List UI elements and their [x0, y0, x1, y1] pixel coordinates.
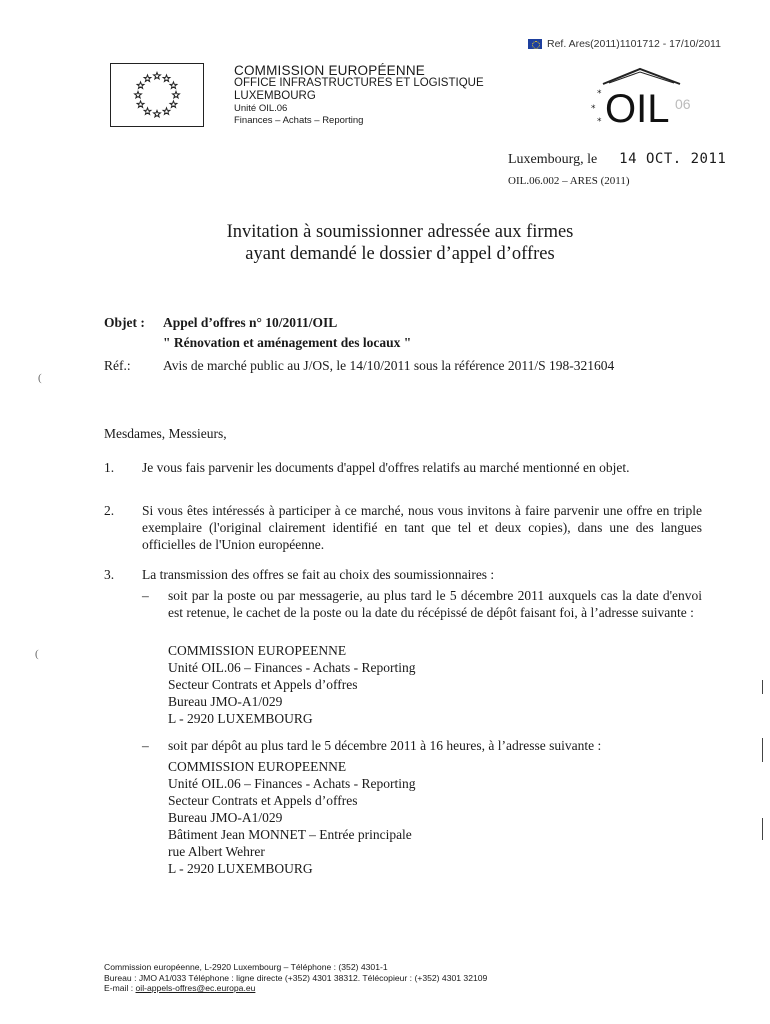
address-line: Bureau JMO-A1/029	[168, 810, 283, 825]
ref-label: Réf.:	[104, 358, 131, 373]
address-line: L - 2920 LUXEMBOURG	[168, 711, 313, 726]
header-department: Finances – Achats – Reporting	[234, 115, 364, 126]
eu-star-icon	[144, 108, 151, 115]
svg-text:*: *	[591, 104, 596, 114]
address-line: COMMISSION EUROPEENNE	[168, 643, 347, 658]
address-line: Bâtiment Jean MONNET – Entrée principale	[168, 827, 412, 842]
title-line-2: ayant demandé le dossier d’appel d’offres	[245, 244, 555, 264]
oil-logo-text: OIL	[605, 87, 670, 128]
footer-email-link[interactable]: oil-appels-offres@ec.europa.eu	[135, 983, 256, 993]
footer-email-line	[104, 983, 487, 994]
eu-star-icon	[163, 75, 170, 82]
header-city: LUXEMBOURG	[234, 90, 316, 102]
address-line: COMMISSION EUROPEENNE	[168, 759, 347, 774]
scan-mark	[762, 818, 763, 840]
option-dash: –	[142, 738, 149, 753]
oil-logo	[585, 66, 710, 128]
date-stamp: 14 OCT. 2011	[619, 151, 727, 167]
date-line	[508, 151, 726, 168]
eu-emblem-logo	[110, 63, 204, 127]
ares-reference	[528, 38, 721, 50]
option-dash: –	[142, 588, 149, 603]
objet-value: Appel d’offres n° 10/2011/OIL	[163, 315, 338, 330]
svg-text:*: *	[597, 89, 602, 99]
address-block	[168, 642, 415, 727]
address-line: L - 2920 LUXEMBOURG	[168, 861, 313, 876]
footer-address: Commission européenne, L-2920 Luxembourg – Téléphone : (352) 4301-1	[104, 962, 388, 972]
address-block	[168, 758, 415, 877]
eu-star-icon	[163, 108, 170, 115]
internal-reference: OIL.06.002 – ARES (2011)	[508, 175, 630, 187]
option-text: soit par la poste ou par messagerie, au plus tard le 5 décembre 2011 auxquels cas la date d'envoi est retenue, le cachet de la poste ou la date du récépissé de dépôt faisant foi, à l’adresse suivante :	[168, 588, 702, 620]
objet-subtitle: " Rénovation et aménagement des locaux "	[163, 335, 412, 350]
ref-value: Avis de marché public au J/OS, le 14/10/2011 sous la référence 2011/S 198-321604	[163, 358, 615, 373]
margin-mark: (	[35, 648, 39, 660]
item-number: 3.	[104, 567, 115, 582]
header-office: OFFICE INFRASTRUCTURES ET LOGISTIQUE	[234, 77, 484, 89]
footer	[104, 962, 487, 994]
date-place: Luxembourg, le	[508, 152, 598, 167]
eu-star-icon	[154, 110, 161, 117]
item-text: Je vous fais parvenir les documents d'appel d'offres relatifs au marché mentionné en objet.	[142, 460, 630, 475]
document-title	[0, 221, 770, 265]
eu-star-icon	[135, 91, 142, 98]
eu-flag-icon	[528, 39, 542, 49]
eu-stars-icon	[111, 64, 203, 126]
margin-mark: (	[38, 372, 42, 384]
address-line: Unité OIL.06 – Finances - Achats - Reporting	[168, 660, 416, 675]
item-number: 1.	[104, 460, 115, 475]
header-unit: Unité OIL.06	[234, 103, 288, 114]
salutation: Mesdames, Messieurs,	[104, 426, 227, 441]
svg-text:*: *	[597, 117, 602, 127]
eu-star-icon	[137, 82, 144, 89]
eu-star-icon	[154, 72, 161, 79]
address-line: Bureau JMO-A1/029	[168, 694, 283, 709]
ares-reference-text: Ref. Ares(2011)1101712 - 17/10/2011	[547, 38, 721, 50]
footer-phone: Bureau : JMO A1/033 Téléphone : ligne directe (+352) 4301 38312. Télécopieur : (+352) 4301 32109	[104, 972, 488, 983]
item-text: Si vous êtes intéressés à participer à ce marché, nous vous invitons à faire parvenir une offre en triple exemplaire (l'original clairement identifié en tant que tel et deux copies), dans une des langues officielles de l'Union européenne.	[142, 503, 702, 552]
eu-star-icon	[144, 75, 151, 82]
eu-star-icon	[137, 101, 144, 108]
address-line: Unité OIL.06 – Finances - Achats - Reporting	[168, 776, 416, 791]
scan-mark	[762, 680, 763, 694]
address-line: Secteur Contrats et Appels d’offres	[168, 793, 358, 808]
item-number: 2.	[104, 503, 115, 518]
address-line: rue Albert Wehrer	[168, 844, 265, 859]
oil-logo-suffix: 06	[675, 96, 691, 112]
option-text: soit par dépôt au plus tard le 5 décembre 2011 à 16 heures, à l’adresse suivante :	[168, 738, 602, 753]
title-line-1: Invitation à soumissionner adressée aux firmes	[226, 222, 574, 242]
footer-email-label: E-mail :	[104, 983, 136, 993]
eu-star-icon	[170, 101, 177, 108]
objet-label: Objet :	[104, 315, 145, 330]
scan-mark	[762, 738, 763, 762]
eu-star-icon	[173, 91, 180, 98]
item-text: La transmission des offres se fait au choix des soumissionnaires :	[142, 567, 495, 582]
header-block	[234, 64, 484, 127]
eu-star-icon	[170, 82, 177, 89]
header-commission: COMMISSION EUROPÉENNE	[234, 63, 425, 78]
address-line: Secteur Contrats et Appels d’offres	[168, 677, 358, 692]
